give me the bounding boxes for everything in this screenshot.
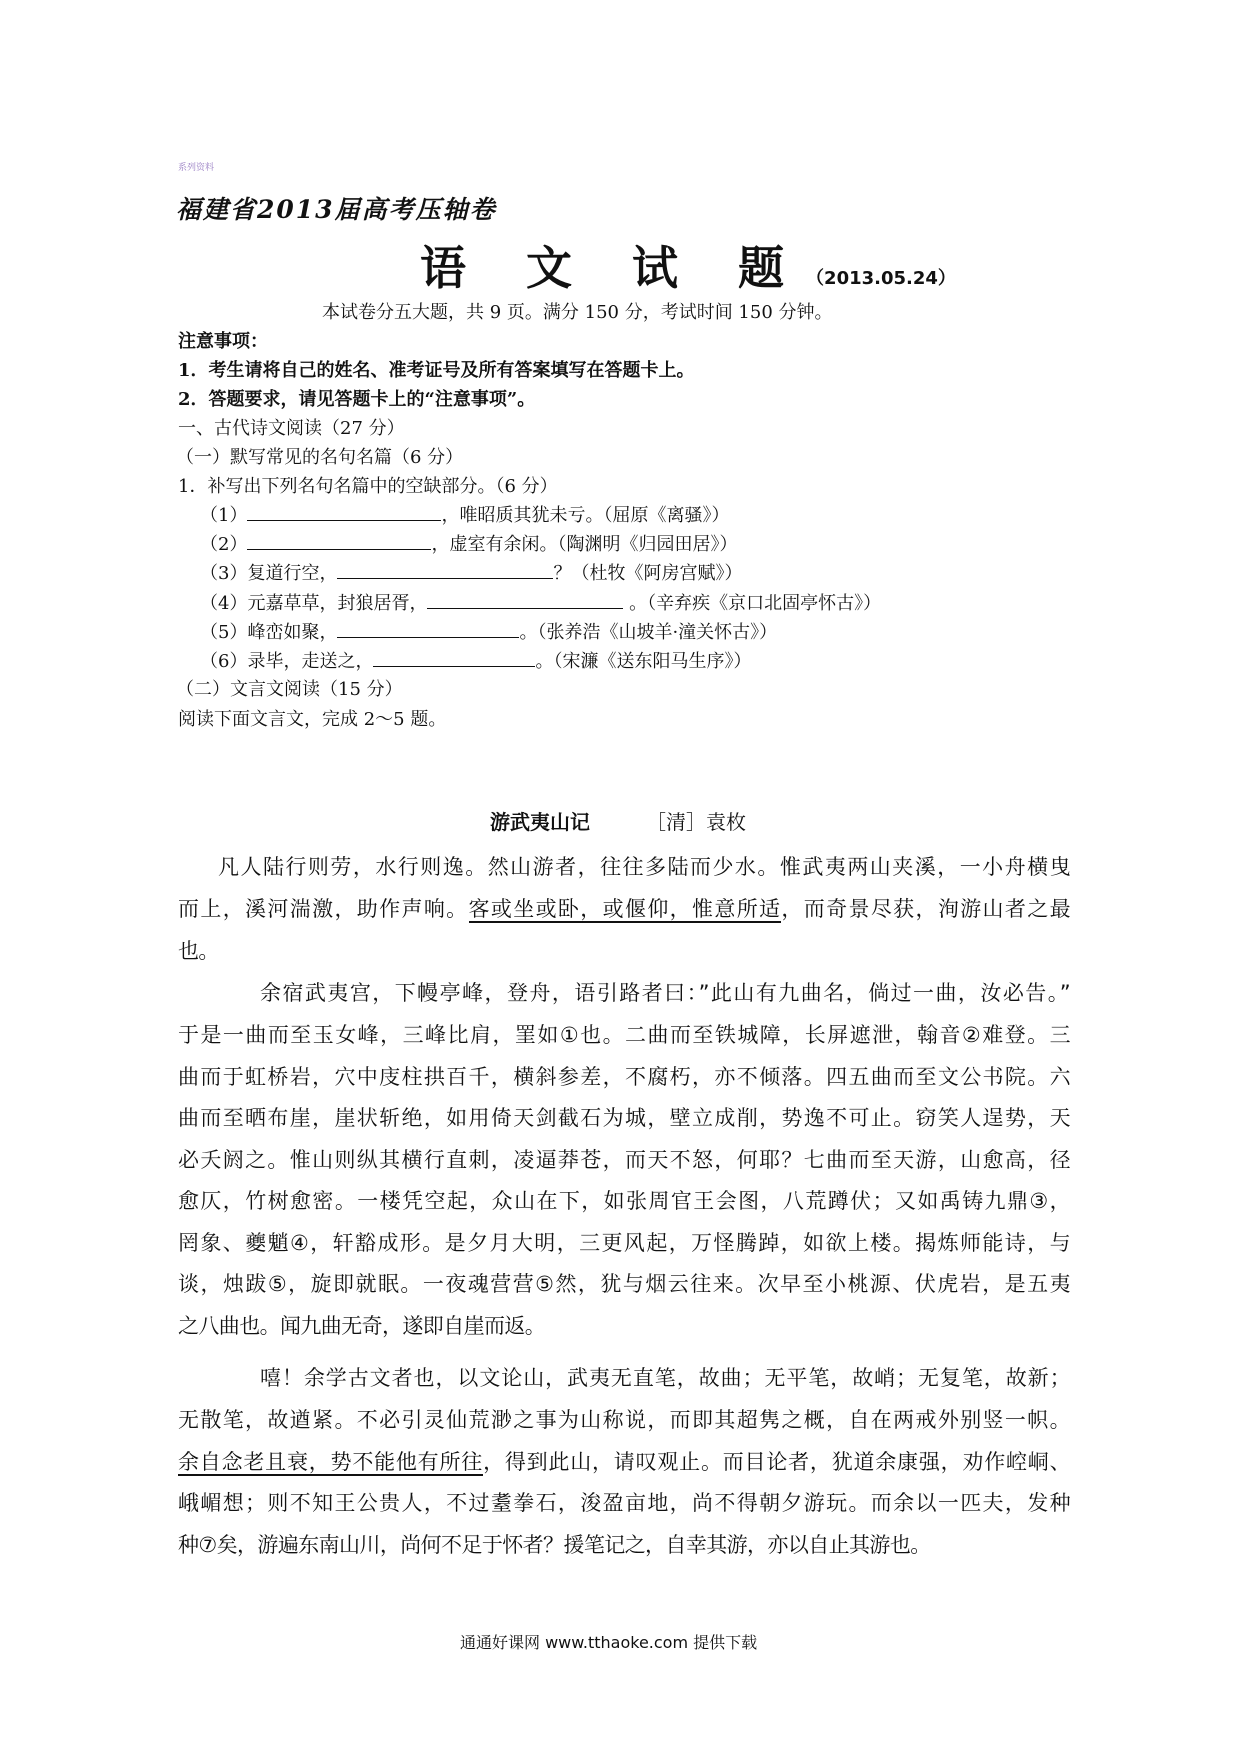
exam-subtitle: 福建省2013届高考压轴卷 (176, 195, 497, 224)
fill-blank-item (200, 589, 881, 615)
item-mid: 元嘉草草，封狼居胥， (247, 592, 428, 614)
passage-line (178, 1063, 1070, 1091)
answer-blank[interactable] (373, 648, 535, 667)
passage-line (178, 1187, 1070, 1215)
item-source: 。（宋濂《送东阳马生序》） (535, 651, 752, 672)
passage-text: 凡人陆行则劳，水行则逸。然山游者，往往多陆而少水。惟武夷两山夹溪，一小舟横曳 (218, 855, 1070, 879)
passage-line (178, 1531, 1070, 1559)
passage-text: 必夭阏之。惟山则纵其横行直刺，凌逼莽苍，而天不怒，何耶？七曲而至天游，山愈高，径 (178, 1148, 1070, 1172)
passage-line (178, 1270, 1070, 1298)
passage-title-text: 游武夷山记 (490, 810, 590, 834)
passage-text: 种⑦矣，游遍东南山川，尚何不足于怀者？援笔记之，自幸其游，亦以自止其游也。 (178, 1533, 931, 1557)
passage-text: 也。 (178, 939, 219, 963)
subsection-heading: （二）文言文阅读（15 分） (176, 679, 403, 700)
question-1: 1．补写出下列名句名篇中的空缺部分。（6 分） (178, 476, 558, 497)
passage-text: 罔象、夔魈④，轩豁成形。是夕月大明，三更风起，万怪腾踔，如欲上楼。揭炼师能诗，与 (178, 1231, 1070, 1255)
passage-line (178, 1406, 1070, 1434)
passage-line (178, 1229, 1070, 1257)
instruction: 阅读下面文言文，完成 2～5 题。 (178, 709, 447, 730)
item-pre: （1） (200, 505, 248, 526)
passage-text: 之八曲也。闻九曲无奇，遂即自崖而返。 (178, 1314, 546, 1338)
answer-blank[interactable] (247, 502, 441, 521)
passage-line (178, 895, 1070, 923)
answer-blank[interactable] (337, 560, 553, 579)
passage-author: ［清］袁枚 (646, 810, 746, 834)
item-pre: （5） (200, 621, 248, 643)
item-pre: （2） (200, 534, 248, 556)
title-text: 语 文 试 题 (420, 241, 807, 295)
subsection-heading: （一）默写常见的名句名篇（6 分） (176, 447, 464, 468)
note-item: 1．考生请将自己的姓名、准考证号及所有答案填写在答题卡上。 (178, 360, 695, 381)
item-pre: （6） (200, 651, 248, 672)
passage-line (178, 1021, 1070, 1049)
answer-blank[interactable] (337, 619, 519, 638)
item-mid: 录毕，走送之， (247, 651, 374, 672)
passage-line (178, 1146, 1070, 1174)
underlined-sentence: 余自念老且衰，势不能他有所往 (178, 1450, 484, 1474)
underlined-sentence: 客或坐或卧，或偃仰，惟意所适 (468, 897, 782, 921)
item-source: 。（辛弃疾《京口北固亭怀古》） (623, 592, 882, 614)
section-heading: 一、古代诗文阅读（27 分） (178, 418, 405, 439)
passage-line (218, 853, 1070, 881)
fill-blank-item (200, 530, 737, 556)
item-mid: 峰峦如聚， (247, 621, 338, 643)
item-pre: （4） (200, 592, 248, 614)
passage-text: ，而奇景尽获，洵游山者之最 (781, 897, 1071, 921)
answer-blank[interactable] (427, 590, 623, 609)
passage-text: 于是一曲而至玉女峰，三峰比肩，罣如①也。二曲而至铁城障，长屏遮泄，翰音②难登。三 (178, 1023, 1070, 1047)
passage-text: 愈仄，竹树愈密。一楼凭空起，众山在下，如张周官王会图，八荒蹲伏；又如禹铸九鼎③， (178, 1189, 1070, 1213)
item-pre: （3） (200, 563, 248, 585)
passage-title (490, 806, 746, 835)
passage-line (178, 937, 1070, 965)
passage-line (260, 979, 1070, 1007)
item-source: ，唯昭质其犹未亏。（屈原《离骚》） (441, 505, 730, 526)
passage-text: 无散笔，故遒紧。不必引灵仙荒渺之事为山称说，而即其超隽之概，自在两戒外别竖一帜。 (178, 1408, 1070, 1432)
passage-line (178, 1104, 1070, 1132)
passage-text: 谈，烛跋⑤，旋即就眠。一夜魂营营⑤然，犹与烟云往来。次早至小桃源、伏虎岩，是五夷 (178, 1272, 1070, 1296)
passage-line (260, 1364, 1070, 1392)
footer: 通通好课网 www.tthaoke.com 提供下载 (460, 1633, 758, 1652)
item-source: ，虚室有余闲。（陶渊明《归园田居》） (431, 534, 738, 556)
watermark: 系列资料 (178, 163, 215, 173)
passage-text: 余宿武夷宫，下幔亭峰，登舟，语引路者曰：”此山有九曲名，倘过一曲，汝必告。” (260, 981, 1070, 1005)
fill-blank-item (200, 559, 742, 585)
fill-blank-item (200, 501, 729, 527)
passage-line (178, 1448, 1070, 1476)
fill-blank-item (200, 647, 751, 673)
note-item: 2．答题要求，请见答题卡上的“注意事项”。 (178, 389, 536, 410)
answer-blank[interactable] (247, 531, 431, 550)
passage-text: 曲而于虹桥岩，穴中庋柱拱百千，横斜参差，不腐朽，亦不倾落。四五曲而至文公书院。六 (178, 1065, 1070, 1089)
passage-text: 峨嵋想；则不知王公贵人，不过耋拳石，浚盈亩地，尚不得朝夕游玩。而余以一匹夫，发种 (178, 1491, 1070, 1515)
exam-title (420, 232, 956, 298)
exam-date: （2013.05.24） (806, 268, 956, 289)
passage-line (178, 1312, 1070, 1340)
item-mid: 复道行空， (247, 563, 338, 585)
item-source: 。（张养浩《山坡羊·潼关怀古》） (519, 621, 778, 643)
passage-text: 嘻！余学古文者也，以文论山，武夷无直笔，故曲；无平笔，故峭；无复笔，故新； (260, 1366, 1070, 1390)
fill-blank-item (200, 618, 777, 644)
exam-intro: 本试卷分五大题，共 9 页。满分 150 分，考试时间 150 分钟。 (322, 302, 833, 323)
item-source: ？（杜牧《阿房宫赋》） (553, 563, 743, 585)
passage-text: 曲而至晒布崖，崖状斩绝，如用倚天剑截石为城，壁立成削，势逸不可止。窃笑人逞势，天 (178, 1106, 1070, 1130)
notes-heading: 注意事项： (178, 331, 268, 352)
passage-text: ，得到此山，请叹观止。而目论者，犹道余康强，劝作崆峒、 (483, 1450, 1070, 1474)
passage-line (178, 1489, 1070, 1517)
passage-text: 而上，溪河湍激，助作声响。 (178, 897, 469, 921)
